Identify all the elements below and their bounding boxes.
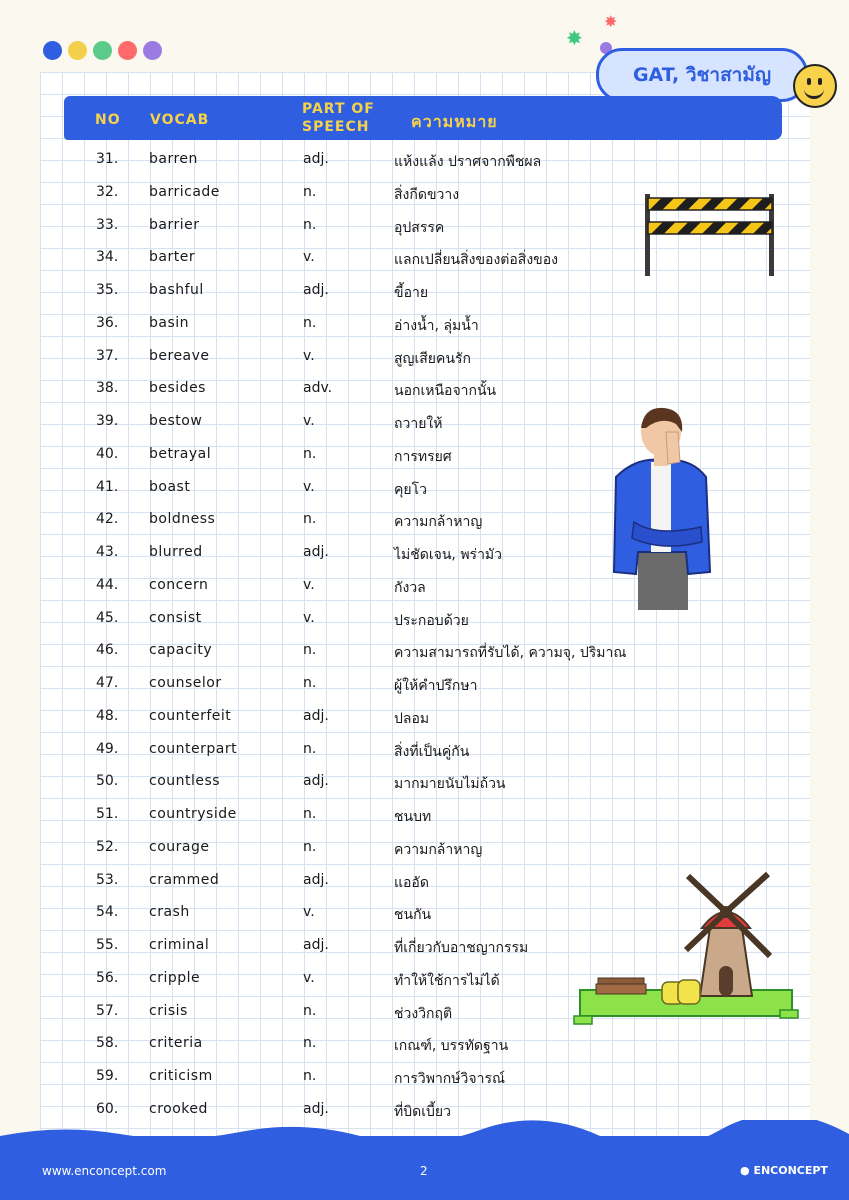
footer bbox=[0, 1136, 849, 1200]
part-of-speech: v. bbox=[303, 413, 315, 429]
table-row bbox=[0, 1060, 849, 1093]
row-number: 44. bbox=[96, 576, 119, 593]
row-number: 60. bbox=[96, 1100, 119, 1117]
word-meaning: คุยโว bbox=[394, 481, 427, 498]
row-number: 43. bbox=[96, 544, 119, 560]
part-of-speech: v. bbox=[303, 576, 315, 593]
part-of-speech: n. bbox=[303, 445, 317, 462]
table-row bbox=[0, 1027, 849, 1060]
word-meaning: มากมายนับไม่ถ้วน bbox=[394, 776, 506, 793]
vocab-word: crash bbox=[149, 904, 190, 921]
vocab-word: crisis bbox=[149, 1002, 188, 1019]
vocab-word: counselor bbox=[149, 675, 222, 691]
row-number: 52. bbox=[96, 838, 119, 855]
word-meaning: ขี้อาย bbox=[394, 285, 429, 301]
table-row bbox=[0, 634, 849, 667]
word-meaning: สิ่งที่เป็นคู่กัน bbox=[394, 743, 470, 760]
thinking-person-illustration bbox=[606, 402, 716, 612]
vocab-word: criticism bbox=[149, 1068, 213, 1084]
row-number: 47. bbox=[96, 675, 119, 691]
word-meaning: เกณฑ์, บรรทัดฐาน bbox=[394, 1038, 509, 1055]
part-of-speech: v. bbox=[303, 609, 315, 626]
part-of-speech: adj. bbox=[303, 937, 329, 953]
part-of-speech: adj. bbox=[303, 707, 329, 724]
vocab-word: blurred bbox=[149, 544, 203, 560]
part-of-speech: adj. bbox=[303, 1100, 329, 1117]
vocab-word: counterfeit bbox=[149, 707, 232, 724]
part-of-speech: n. bbox=[303, 642, 317, 659]
row-number: 39. bbox=[96, 413, 119, 429]
vocab-word: capacity bbox=[149, 642, 213, 659]
row-number: 51. bbox=[96, 806, 119, 822]
blue-dot bbox=[43, 41, 62, 60]
decorative-dots bbox=[43, 41, 162, 60]
row-number: 31. bbox=[96, 151, 119, 167]
vocab-word: bereave bbox=[149, 347, 210, 364]
part-of-speech: n. bbox=[303, 511, 317, 528]
table-row bbox=[0, 340, 849, 373]
row-number: 58. bbox=[96, 1035, 119, 1052]
vocab-word: crammed bbox=[149, 871, 220, 888]
row-number: 41. bbox=[96, 478, 119, 495]
part-of-speech: v. bbox=[303, 969, 315, 986]
vocab-word: courage bbox=[149, 838, 210, 855]
word-meaning: ความสามารถที่รับได้, ความจุ, ปริมาณ bbox=[394, 645, 627, 662]
vocab-word: criteria bbox=[149, 1035, 203, 1052]
row-number: 37. bbox=[96, 347, 119, 364]
part-of-speech: v. bbox=[303, 347, 315, 364]
table-row bbox=[0, 831, 849, 864]
row-number: 48. bbox=[96, 707, 119, 724]
word-meaning: ที่เกี่ยวกับอาชญากรรม bbox=[394, 940, 529, 956]
part-of-speech: n. bbox=[303, 1068, 317, 1084]
table-row bbox=[0, 765, 849, 798]
table-row bbox=[0, 471, 849, 504]
word-meaning: ประกอบด้วย bbox=[394, 612, 469, 629]
table-row bbox=[0, 798, 849, 831]
column-header-vocab: VOCAB bbox=[150, 112, 210, 128]
part-of-speech: n. bbox=[303, 216, 317, 233]
word-meaning: การวิพากษ์วิจารณ์ bbox=[394, 1071, 505, 1087]
row-number: 46. bbox=[96, 642, 119, 659]
table-row bbox=[0, 602, 849, 635]
vocab-word: crooked bbox=[149, 1100, 208, 1117]
part-of-speech: n. bbox=[303, 675, 317, 691]
word-meaning: ถวายให้ bbox=[394, 416, 443, 432]
word-meaning: การทรยศ bbox=[394, 448, 452, 465]
table-row bbox=[0, 307, 849, 340]
row-number: 38. bbox=[96, 380, 119, 397]
row-number: 40. bbox=[96, 445, 119, 462]
subject-badge bbox=[596, 48, 808, 102]
word-meaning: กังวล bbox=[394, 579, 426, 596]
row-number: 32. bbox=[96, 183, 119, 200]
row-number: 54. bbox=[96, 904, 119, 921]
part-of-speech: n. bbox=[303, 183, 317, 200]
table-row bbox=[0, 438, 849, 471]
green-dot bbox=[93, 41, 112, 60]
part-of-speech: adj. bbox=[303, 282, 329, 298]
footer-website-link[interactable]: www.enconcept.com bbox=[42, 1164, 167, 1178]
subject-badge-label: GAT, วิชาสามัญ bbox=[632, 64, 772, 86]
yellow-dot bbox=[68, 41, 87, 60]
vocab-word: boast bbox=[149, 478, 191, 495]
vocab-word: countryside bbox=[149, 806, 237, 822]
word-meaning: ปลอม bbox=[394, 710, 430, 727]
part-of-speech: n. bbox=[303, 740, 317, 757]
row-number: 33. bbox=[96, 216, 119, 233]
word-meaning: แลกเปลี่ยนสิ่งของต่อสิ่งของ bbox=[394, 252, 558, 269]
word-meaning: อ่างน้ำ, ลุ่มน้ำ bbox=[394, 317, 479, 334]
barricade-illustration bbox=[642, 192, 778, 278]
table-row bbox=[0, 143, 849, 176]
word-meaning: ไม่ชัดเจน, พร่ามัว bbox=[394, 547, 503, 563]
vocab-word: bashful bbox=[149, 282, 204, 298]
part-of-speech: adj. bbox=[303, 544, 329, 560]
smiley-icon bbox=[793, 64, 837, 108]
vocab-word: betrayal bbox=[149, 445, 212, 462]
row-number: 34. bbox=[96, 249, 119, 266]
sparkle-icon: ✸ bbox=[566, 26, 583, 50]
word-meaning: แออัด bbox=[394, 874, 429, 891]
part-of-speech: n. bbox=[303, 806, 317, 822]
column-header-part-of-speech: PART OF SPEECH bbox=[302, 101, 375, 135]
word-meaning: ชนกัน bbox=[394, 907, 432, 924]
part-of-speech: adv. bbox=[303, 380, 333, 397]
vocab-word: basin bbox=[149, 314, 190, 331]
word-meaning: นอกเหนือจากนั้น bbox=[394, 383, 497, 400]
word-meaning: แห้งแล้ง ปราศจากพืชผล bbox=[394, 154, 542, 170]
vocab-word: barricade bbox=[149, 183, 220, 200]
part-of-speech: adj. bbox=[303, 151, 329, 167]
brand-logo: ● ENCONCEPT bbox=[740, 1164, 828, 1177]
word-meaning: ความกล้าหาญ bbox=[394, 514, 483, 531]
vocab-word: counterpart bbox=[149, 740, 238, 757]
vocab-word: barter bbox=[149, 249, 196, 266]
vocab-word: concern bbox=[149, 576, 209, 593]
row-number: 35. bbox=[96, 282, 119, 298]
word-meaning: ผู้ให้คำปรึกษา bbox=[394, 678, 478, 694]
table-row bbox=[0, 405, 849, 438]
page-number: 2 bbox=[420, 1164, 428, 1178]
table-row bbox=[0, 274, 849, 307]
part-of-speech: n. bbox=[303, 314, 317, 331]
vocab-word: bestow bbox=[149, 413, 203, 429]
part-of-speech: n. bbox=[303, 1035, 317, 1052]
part-of-speech: v. bbox=[303, 478, 315, 495]
vocab-word: boldness bbox=[149, 511, 216, 528]
row-number: 56. bbox=[96, 969, 119, 986]
table-header bbox=[64, 96, 782, 140]
row-number: 55. bbox=[96, 937, 119, 953]
row-number: 45. bbox=[96, 609, 119, 626]
word-meaning: สิ่งกีดขวาง bbox=[394, 186, 460, 203]
vocab-word: consist bbox=[149, 609, 202, 626]
row-number: 36. bbox=[96, 314, 119, 331]
table-row bbox=[0, 569, 849, 602]
vocab-word: cripple bbox=[149, 969, 201, 986]
column-header-meaning: ความหมาย bbox=[411, 112, 498, 131]
word-meaning: ทำให้ใช้การไม่ได้ bbox=[394, 972, 500, 989]
red-dot bbox=[118, 41, 137, 60]
table-row bbox=[0, 700, 849, 733]
table-row bbox=[0, 503, 849, 536]
column-header-no: NO bbox=[95, 112, 121, 128]
word-meaning: ที่บิดเบี้ยว bbox=[394, 1103, 451, 1120]
part-of-speech: v. bbox=[303, 249, 315, 266]
part-of-speech: v. bbox=[303, 904, 315, 921]
part-of-speech: n. bbox=[303, 838, 317, 855]
table-row bbox=[0, 536, 849, 569]
part-of-speech: n. bbox=[303, 1002, 317, 1019]
sparkle-icon: ✸ bbox=[604, 12, 618, 31]
row-number: 42. bbox=[96, 511, 119, 528]
row-number: 49. bbox=[96, 740, 119, 757]
vocab-word: barrier bbox=[149, 216, 200, 233]
vocab-word: countless bbox=[149, 773, 221, 790]
vocab-word: criminal bbox=[149, 937, 210, 953]
part-of-speech: adj. bbox=[303, 773, 329, 790]
part-of-speech: adj. bbox=[303, 871, 329, 888]
word-meaning: ชนบท bbox=[394, 809, 432, 825]
windmill-illustration bbox=[572, 866, 800, 1028]
brand-name: ENCONCEPT bbox=[753, 1164, 828, 1177]
row-number: 57. bbox=[96, 1002, 119, 1019]
table-row bbox=[0, 667, 849, 700]
purple-dot bbox=[143, 41, 162, 60]
row-number: 50. bbox=[96, 773, 119, 790]
table-row bbox=[0, 372, 849, 405]
word-meaning: สูญเสียคนรัก bbox=[394, 350, 471, 367]
word-meaning: อุปสรรค bbox=[394, 219, 445, 236]
vocab-word: barren bbox=[149, 151, 198, 167]
row-number: 53. bbox=[96, 871, 119, 888]
vocab-word: besides bbox=[149, 380, 206, 397]
table-row bbox=[0, 733, 849, 766]
word-meaning: ช่วงวิกฤติ bbox=[394, 1005, 453, 1022]
word-meaning: ความกล้าหาญ bbox=[394, 841, 483, 858]
row-number: 59. bbox=[96, 1068, 119, 1084]
